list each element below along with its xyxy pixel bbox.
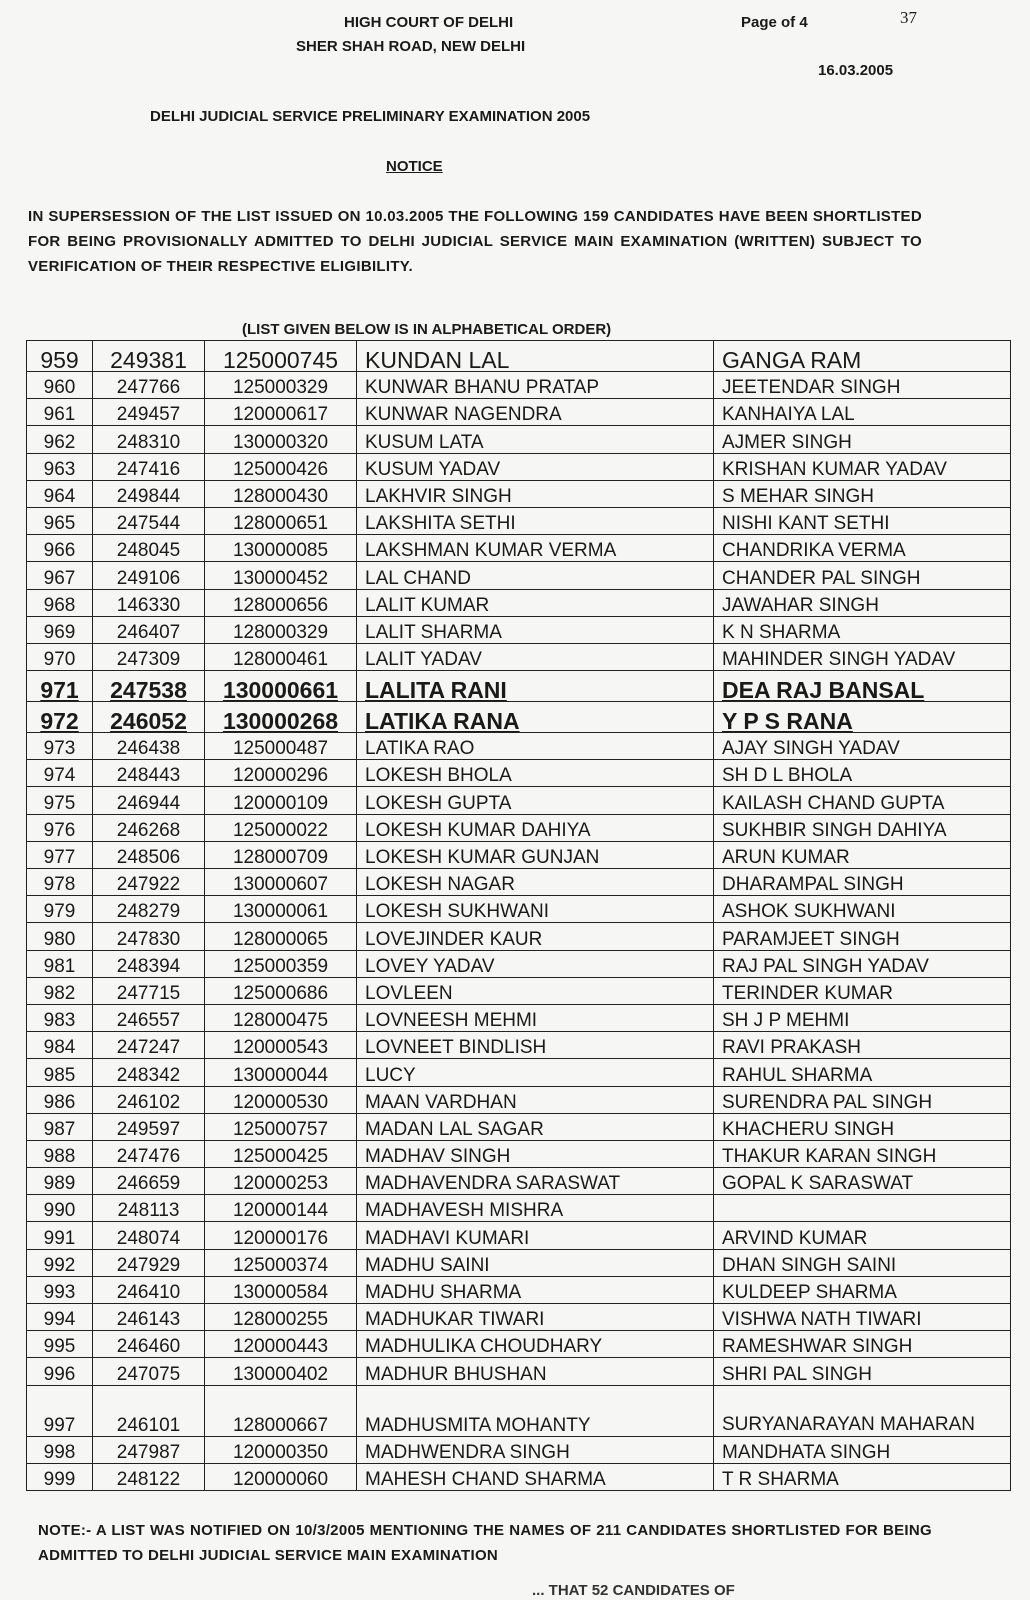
roll-no: 246460 — [93, 1331, 205, 1358]
serial-no: 994 — [27, 1304, 93, 1331]
application-no: 128000329 — [205, 616, 357, 643]
serial-no: 982 — [27, 977, 93, 1004]
candidate-name: LALIT YADAV — [357, 643, 714, 670]
candidate-name: LOVNEESH MEHMI — [357, 1004, 714, 1031]
candidate-name: LOVLEEN — [357, 977, 714, 1004]
serial-no: 990 — [27, 1195, 93, 1222]
serial-no: 977 — [27, 841, 93, 868]
father-name: KHACHERU SINGH — [714, 1113, 1011, 1140]
application-no: 120000443 — [205, 1331, 357, 1358]
table-row — [27, 923, 1011, 950]
candidate-name: LOKESH KUMAR GUNJAN — [357, 841, 714, 868]
table-row — [27, 535, 1011, 562]
roll-no: 247715 — [93, 977, 205, 1004]
serial-no: 995 — [27, 1331, 93, 1358]
serial-no: 974 — [27, 760, 93, 787]
candidate-name: LALIT SHARMA — [357, 616, 714, 643]
application-no: 120000350 — [205, 1436, 357, 1463]
application-no: 125000487 — [205, 733, 357, 760]
table-row — [27, 1113, 1011, 1140]
application-no: 130000320 — [205, 426, 357, 453]
father-name: NISHI KANT SETHI — [714, 507, 1011, 534]
roll-no: 146330 — [93, 589, 205, 616]
application-no: 128000651 — [205, 507, 357, 534]
father-name: SH D L BHOLA — [714, 760, 1011, 787]
application-no: 125000757 — [205, 1113, 357, 1140]
candidate-name: MADHAV SINGH — [357, 1140, 714, 1167]
roll-no: 247987 — [93, 1436, 205, 1463]
serial-no: 984 — [27, 1032, 93, 1059]
candidate-name: LATIKA RAO — [357, 733, 714, 760]
father-name — [714, 1195, 1011, 1222]
father-name: Y P S RANA — [714, 702, 1011, 733]
father-name: JEETENDAR SINGH — [714, 372, 1011, 399]
serial-no: 983 — [27, 1004, 93, 1031]
notice-body: IN SUPERSESSION OF THE LIST ISSUED ON 10.03.2005 THE FOLLOWING 159 CANDIDATES HAVE BEEN SHORTLISTED FOR BEING PROVISIONALLY ADMITTED TO DELHI JUDICIAL SERVICE MAIN EXAMINATION (WRITTEN) SUBJECT TO VERIFICATION OF THEIR RESPECTIVE ELIGIBILITY. — [28, 208, 922, 275]
table-row — [27, 562, 1011, 589]
table-row — [27, 1086, 1011, 1113]
father-name: MANDHATA SINGH — [714, 1436, 1011, 1463]
roll-no: 246101 — [93, 1385, 205, 1436]
candidate-name: MADHULIKA CHOUDHARY — [357, 1331, 714, 1358]
roll-no: 246268 — [93, 814, 205, 841]
table-row — [27, 1059, 1011, 1086]
serial-no: 972 — [27, 702, 93, 733]
table-row — [27, 616, 1011, 643]
application-no: 125000359 — [205, 950, 357, 977]
table-row — [27, 841, 1011, 868]
footnote-partial-line: ... THAT 52 CANDIDATES OF — [532, 1582, 735, 1599]
father-name: DEA RAJ BANSAL — [714, 671, 1011, 702]
roll-no: 246557 — [93, 1004, 205, 1031]
roll-no: 248074 — [93, 1222, 205, 1249]
table-row — [27, 1331, 1011, 1358]
serial-no: 960 — [27, 372, 93, 399]
application-no: 130000402 — [205, 1358, 357, 1385]
serial-no: 999 — [27, 1463, 93, 1490]
application-no: 120000176 — [205, 1222, 357, 1249]
candidate-name: KUNWAR BHANU PRATAP — [357, 372, 714, 399]
candidate-name: LOKESH BHOLA — [357, 760, 714, 787]
father-name: DHAN SINGH SAINI — [714, 1249, 1011, 1276]
father-name: K N SHARMA — [714, 616, 1011, 643]
court-address: SHER SHAH ROAD, NEW DELHI — [296, 38, 526, 55]
table-row — [27, 1222, 1011, 1249]
roll-no: 249106 — [93, 562, 205, 589]
serial-no: 992 — [27, 1249, 93, 1276]
table-row — [27, 341, 1011, 372]
application-no: 125000374 — [205, 1249, 357, 1276]
table-row — [27, 1276, 1011, 1303]
serial-no: 968 — [27, 589, 93, 616]
application-no: 128000461 — [205, 643, 357, 670]
roll-no: 248342 — [93, 1059, 205, 1086]
father-name: THAKUR KARAN SINGH — [714, 1140, 1011, 1167]
father-name: JAWAHAR SINGH — [714, 589, 1011, 616]
table-row — [27, 399, 1011, 426]
application-no: 120000060 — [205, 1463, 357, 1490]
page-number: Page of 4 — [741, 14, 808, 31]
candidate-name: MAAN VARDHAN — [357, 1086, 714, 1113]
candidate-name: KUSUM LATA — [357, 426, 714, 453]
roll-no: 249844 — [93, 480, 205, 507]
candidate-name: LOVNEET BINDLISH — [357, 1032, 714, 1059]
roll-no: 247929 — [93, 1249, 205, 1276]
candidate-name: LALIT KUMAR — [357, 589, 714, 616]
roll-no: 248506 — [93, 841, 205, 868]
roll-no: 246143 — [93, 1304, 205, 1331]
application-no: 128000255 — [205, 1304, 357, 1331]
serial-no: 986 — [27, 1086, 93, 1113]
candidate-table — [26, 340, 1011, 1491]
application-no: 120000253 — [205, 1168, 357, 1195]
candidate-name: LALITA RANI — [357, 671, 714, 702]
candidate-name: MADHUSMITA MOHANTY — [357, 1385, 714, 1436]
father-name: SHRI PAL SINGH — [714, 1358, 1011, 1385]
candidate-name: MADHU SAINI — [357, 1249, 714, 1276]
father-name: AJAY SINGH YADAV — [714, 733, 1011, 760]
serial-no: 991 — [27, 1222, 93, 1249]
roll-no: 249597 — [93, 1113, 205, 1140]
father-name: GANGA RAM — [714, 341, 1011, 372]
father-name: TERINDER KUMAR — [714, 977, 1011, 1004]
table-row — [27, 372, 1011, 399]
table-row — [27, 1249, 1011, 1276]
table-row — [27, 1358, 1011, 1385]
father-name: RAVI PRAKASH — [714, 1032, 1011, 1059]
candidate-name: LOKESH GUPTA — [357, 787, 714, 814]
candidate-name: MADHUKAR TIWARI — [357, 1304, 714, 1331]
footnote: NOTE:- A LIST WAS NOTIFIED ON 10/3/2005 MENTIONING THE NAMES OF 211 CANDIDATES SHORTLISTED FOR BEING ADMITTED TO DELHI JUDICIAL SERVICE MAIN EXAMINATION — [38, 1522, 932, 1564]
roll-no: 247766 — [93, 372, 205, 399]
roll-no: 246944 — [93, 787, 205, 814]
application-no: 120000530 — [205, 1086, 357, 1113]
father-name: SH J P MEHMI — [714, 1004, 1011, 1031]
notice-date: 16.03.2005 — [818, 62, 894, 79]
roll-no: 246410 — [93, 1276, 205, 1303]
table-row — [27, 733, 1011, 760]
serial-no: 989 — [27, 1168, 93, 1195]
father-name: AJMER SINGH — [714, 426, 1011, 453]
application-no: 125000745 — [205, 341, 357, 372]
roll-no: 248310 — [93, 426, 205, 453]
table-row — [27, 1385, 1011, 1436]
serial-no: 976 — [27, 814, 93, 841]
roll-no: 246052 — [93, 702, 205, 733]
father-name: SURYANARAYAN MAHARAN — [714, 1385, 1011, 1436]
roll-no: 247922 — [93, 869, 205, 896]
application-no: 125000686 — [205, 977, 357, 1004]
serial-no: 973 — [27, 733, 93, 760]
candidate-name: LUCY — [357, 1059, 714, 1086]
serial-no: 959 — [27, 341, 93, 372]
roll-no: 248394 — [93, 950, 205, 977]
serial-no: 971 — [27, 671, 93, 702]
serial-no: 963 — [27, 453, 93, 480]
application-no: 128000709 — [205, 841, 357, 868]
father-name: SURENDRA PAL SINGH — [714, 1086, 1011, 1113]
table-row — [27, 671, 1011, 702]
serial-no: 964 — [27, 480, 93, 507]
roll-no: 248279 — [93, 896, 205, 923]
candidate-name: LOKESH KUMAR DAHIYA — [357, 814, 714, 841]
roll-no: 247538 — [93, 671, 205, 702]
table-row — [27, 950, 1011, 977]
table-row — [27, 426, 1011, 453]
table-row — [27, 869, 1011, 896]
table-row — [27, 1195, 1011, 1222]
application-no: 130000584 — [205, 1276, 357, 1303]
application-no: 120000144 — [205, 1195, 357, 1222]
candidate-name: LOKESH NAGAR — [357, 869, 714, 896]
father-name: SUKHBIR SINGH DAHIYA — [714, 814, 1011, 841]
roll-no: 247830 — [93, 923, 205, 950]
roll-no: 248122 — [93, 1463, 205, 1490]
roll-no: 247309 — [93, 643, 205, 670]
application-no: 130000061 — [205, 896, 357, 923]
serial-no: 975 — [27, 787, 93, 814]
table-row — [27, 1436, 1011, 1463]
father-name: T R SHARMA — [714, 1463, 1011, 1490]
roll-no: 247544 — [93, 507, 205, 534]
exam-title: DELHI JUDICIAL SERVICE PRELIMINARY EXAMINATION 2005 — [150, 108, 591, 125]
serial-no: 978 — [27, 869, 93, 896]
father-name: KRISHAN KUMAR YADAV — [714, 453, 1011, 480]
serial-no: 980 — [27, 923, 93, 950]
serial-no: 981 — [27, 950, 93, 977]
court-name: HIGH COURT OF DELHI — [344, 14, 514, 31]
application-no: 130000452 — [205, 562, 357, 589]
father-name: MAHINDER SINGH YADAV — [714, 643, 1011, 670]
application-no: 120000617 — [205, 399, 357, 426]
candidate-name: MAHESH CHAND SHARMA — [357, 1463, 714, 1490]
table-row — [27, 977, 1011, 1004]
notice-heading: NOTICE — [386, 158, 443, 175]
father-name: PARAMJEET SINGH — [714, 923, 1011, 950]
application-no: 125000426 — [205, 453, 357, 480]
table-row — [27, 760, 1011, 787]
serial-no: 996 — [27, 1358, 93, 1385]
application-no: 130000661 — [205, 671, 357, 702]
roll-no: 246407 — [93, 616, 205, 643]
candidate-name: LAKHVIR SINGH — [357, 480, 714, 507]
application-no: 130000085 — [205, 535, 357, 562]
candidate-name: LOVEJINDER KAUR — [357, 923, 714, 950]
application-no: 128000065 — [205, 923, 357, 950]
father-name: RAHUL SHARMA — [714, 1059, 1011, 1086]
roll-no: 247476 — [93, 1140, 205, 1167]
roll-no: 249457 — [93, 399, 205, 426]
roll-no: 247247 — [93, 1032, 205, 1059]
application-no: 120000543 — [205, 1032, 357, 1059]
serial-no: 970 — [27, 643, 93, 670]
father-name: CHANDRIKA VERMA — [714, 535, 1011, 562]
application-no: 125000425 — [205, 1140, 357, 1167]
candidate-name: KUSUM YADAV — [357, 453, 714, 480]
father-name: KAILASH CHAND GUPTA — [714, 787, 1011, 814]
father-name: ARVIND KUMAR — [714, 1222, 1011, 1249]
candidate-name: MADHAVI KUMARI — [357, 1222, 714, 1249]
serial-no: 961 — [27, 399, 93, 426]
roll-no: 248113 — [93, 1195, 205, 1222]
candidate-table-body — [27, 341, 1011, 1491]
serial-no: 997 — [27, 1385, 93, 1436]
roll-no: 248045 — [93, 535, 205, 562]
father-name: ASHOK SUKHWANI — [714, 896, 1011, 923]
table-row — [27, 1140, 1011, 1167]
candidate-name: LAL CHAND — [357, 562, 714, 589]
candidate-name: LAKSHITA SETHI — [357, 507, 714, 534]
table-row — [27, 702, 1011, 733]
candidate-name: MADHWENDRA SINGH — [357, 1436, 714, 1463]
roll-no: 247416 — [93, 453, 205, 480]
candidate-name: LATIKA RANA — [357, 702, 714, 733]
application-no: 125000022 — [205, 814, 357, 841]
application-no: 128000656 — [205, 589, 357, 616]
table-row — [27, 1004, 1011, 1031]
table-row — [27, 453, 1011, 480]
application-no: 130000044 — [205, 1059, 357, 1086]
serial-no: 966 — [27, 535, 93, 562]
father-name: KULDEEP SHARMA — [714, 1276, 1011, 1303]
table-row — [27, 1032, 1011, 1059]
roll-no: 246438 — [93, 733, 205, 760]
father-name: DHARAMPAL SINGH — [714, 869, 1011, 896]
application-no: 128000667 — [205, 1385, 357, 1436]
serial-no: 967 — [27, 562, 93, 589]
serial-no: 985 — [27, 1059, 93, 1086]
roll-no: 246102 — [93, 1086, 205, 1113]
application-no: 130000268 — [205, 702, 357, 733]
father-name: RAJ PAL SINGH YADAV — [714, 950, 1011, 977]
serial-no: 979 — [27, 896, 93, 923]
father-name: CHANDER PAL SINGH — [714, 562, 1011, 589]
candidate-name: KUNDAN LAL — [357, 341, 714, 372]
father-name: ARUN KUMAR — [714, 841, 1011, 868]
serial-no: 988 — [27, 1140, 93, 1167]
application-no: 128000475 — [205, 1004, 357, 1031]
father-name: VISHWA NATH TIWARI — [714, 1304, 1011, 1331]
roll-no: 249381 — [93, 341, 205, 372]
handwritten-page-number: 37 — [900, 8, 917, 27]
application-no: 120000296 — [205, 760, 357, 787]
table-row — [27, 814, 1011, 841]
candidate-name: MADAN LAL SAGAR — [357, 1113, 714, 1140]
table-row — [27, 896, 1011, 923]
candidate-name: MADHAVENDRA SARASWAT — [357, 1168, 714, 1195]
candidate-name: MADHAVESH MISHRA — [357, 1195, 714, 1222]
father-name: KANHAIYA LAL — [714, 399, 1011, 426]
candidate-name: LOVEY YADAV — [357, 950, 714, 977]
roll-no: 247075 — [93, 1358, 205, 1385]
table-row — [27, 480, 1011, 507]
table-row — [27, 1463, 1011, 1490]
serial-no: 969 — [27, 616, 93, 643]
candidate-name: MADHUR BHUSHAN — [357, 1358, 714, 1385]
candidate-name: LOKESH SUKHWANI — [357, 896, 714, 923]
father-name: GOPAL K SARASWAT — [714, 1168, 1011, 1195]
table-row — [27, 589, 1011, 616]
serial-no: 993 — [27, 1276, 93, 1303]
table-row — [27, 507, 1011, 534]
candidate-name: KUNWAR NAGENDRA — [357, 399, 714, 426]
father-name: RAMESHWAR SINGH — [714, 1331, 1011, 1358]
application-no: 120000109 — [205, 787, 357, 814]
table-row — [27, 787, 1011, 814]
roll-no: 246659 — [93, 1168, 205, 1195]
candidate-name: MADHU SHARMA — [357, 1276, 714, 1303]
roll-no: 248443 — [93, 760, 205, 787]
serial-no: 998 — [27, 1436, 93, 1463]
table-row — [27, 1304, 1011, 1331]
application-no: 125000329 — [205, 372, 357, 399]
table-row — [27, 1168, 1011, 1195]
candidate-name: LAKSHMAN KUMAR VERMA — [357, 535, 714, 562]
father-name: S MEHAR SINGH — [714, 480, 1011, 507]
application-no: 130000607 — [205, 869, 357, 896]
list-caption: (LIST GIVEN BELOW IS IN ALPHABETICAL ORDER) — [242, 321, 612, 338]
serial-no: 962 — [27, 426, 93, 453]
serial-no: 965 — [27, 507, 93, 534]
serial-no: 987 — [27, 1113, 93, 1140]
application-no: 128000430 — [205, 480, 357, 507]
table-row — [27, 643, 1011, 670]
